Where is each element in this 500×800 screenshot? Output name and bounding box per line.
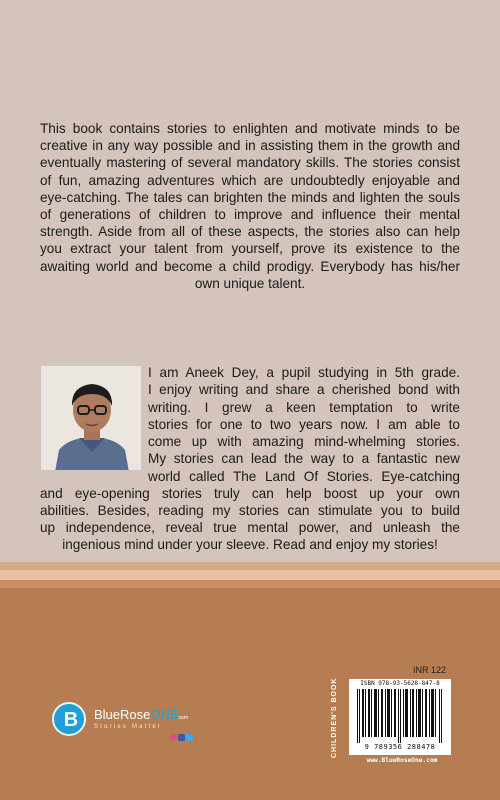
book-description: This book contains stories to enlighten and motivate minds to be creative in any way possible and in assisting them in the growth and eventually mastering of several mandatory skills. The stories consist of fun, amazing adventures which are undoubtedly enjoyable and eye-catching. The tales can brighten the minds and lighten the souls of generations of children to improve and influence their mental strength. Aside from all of these aspects, the stories also can help you extract your talent from yourself, prove its existence to the awaiting world and become a child prodigy. Everybody has his/her own unique talent. xyxy=(40,121,460,291)
divider-stripe xyxy=(0,580,500,588)
publisher-logo-letter: B xyxy=(63,709,79,731)
isbn-label: ISBN 978-93-5628-847-8 xyxy=(360,680,440,687)
author-bio-line: come up with amazing mind-whelming stories. xyxy=(148,434,460,450)
category-label: CHILDREN'S BOOK xyxy=(331,677,338,759)
author-bio-line: up independence, reveal true mental power, and unleash the xyxy=(40,520,460,535)
divider-stripe xyxy=(0,570,500,580)
publisher-website: www.BlueRoseOne.com xyxy=(366,757,438,764)
publisher-name-accent: ONE xyxy=(150,707,179,722)
price-label: INR 122 xyxy=(413,665,447,675)
twitter-icon xyxy=(186,734,193,741)
barcode-bars xyxy=(355,689,445,743)
publisher-tagline: Stories Matter xyxy=(94,724,163,730)
isbn-digits: 9 789356 288478 xyxy=(364,743,436,751)
publisher-logo-circle xyxy=(52,702,86,736)
author-bio-line: stories for one to two years now. I am able to xyxy=(148,416,460,432)
author-bio-line: ingenious mind under your sleeve. Read and enjoy my stories! xyxy=(62,537,438,552)
facebook-icon xyxy=(178,734,185,741)
author-bio-line: abilities. Besides, reading my stories can stimulate you to build xyxy=(40,503,460,518)
author-bio-line: I am Aneek Dey, a pupil studying in 5th grade. xyxy=(148,365,460,380)
social-icons xyxy=(170,728,200,736)
author-bio-line: writing. I grew a keen temptation to write xyxy=(148,399,460,415)
divider-stripe xyxy=(0,562,500,570)
author-bio-line: and eye-opening stories truly can help boost up your own xyxy=(40,486,460,501)
author-bio-line: world called The Land Of Stories. Eye-catching xyxy=(148,468,460,484)
barcode xyxy=(349,679,451,755)
author-bio-line: My stories can lead the way to a fantastic new xyxy=(148,451,460,467)
publisher-name-main: BlueRose xyxy=(94,707,151,722)
publisher-logo xyxy=(52,700,202,740)
publisher-name-suffix: com xyxy=(178,715,188,721)
author-photo xyxy=(40,365,142,471)
publisher-name xyxy=(94,707,188,722)
author-bio-line: I enjoy writing and share a cherished bond with xyxy=(148,382,460,398)
author-bio-wrapped xyxy=(148,364,460,485)
instagram-icon xyxy=(170,734,177,741)
